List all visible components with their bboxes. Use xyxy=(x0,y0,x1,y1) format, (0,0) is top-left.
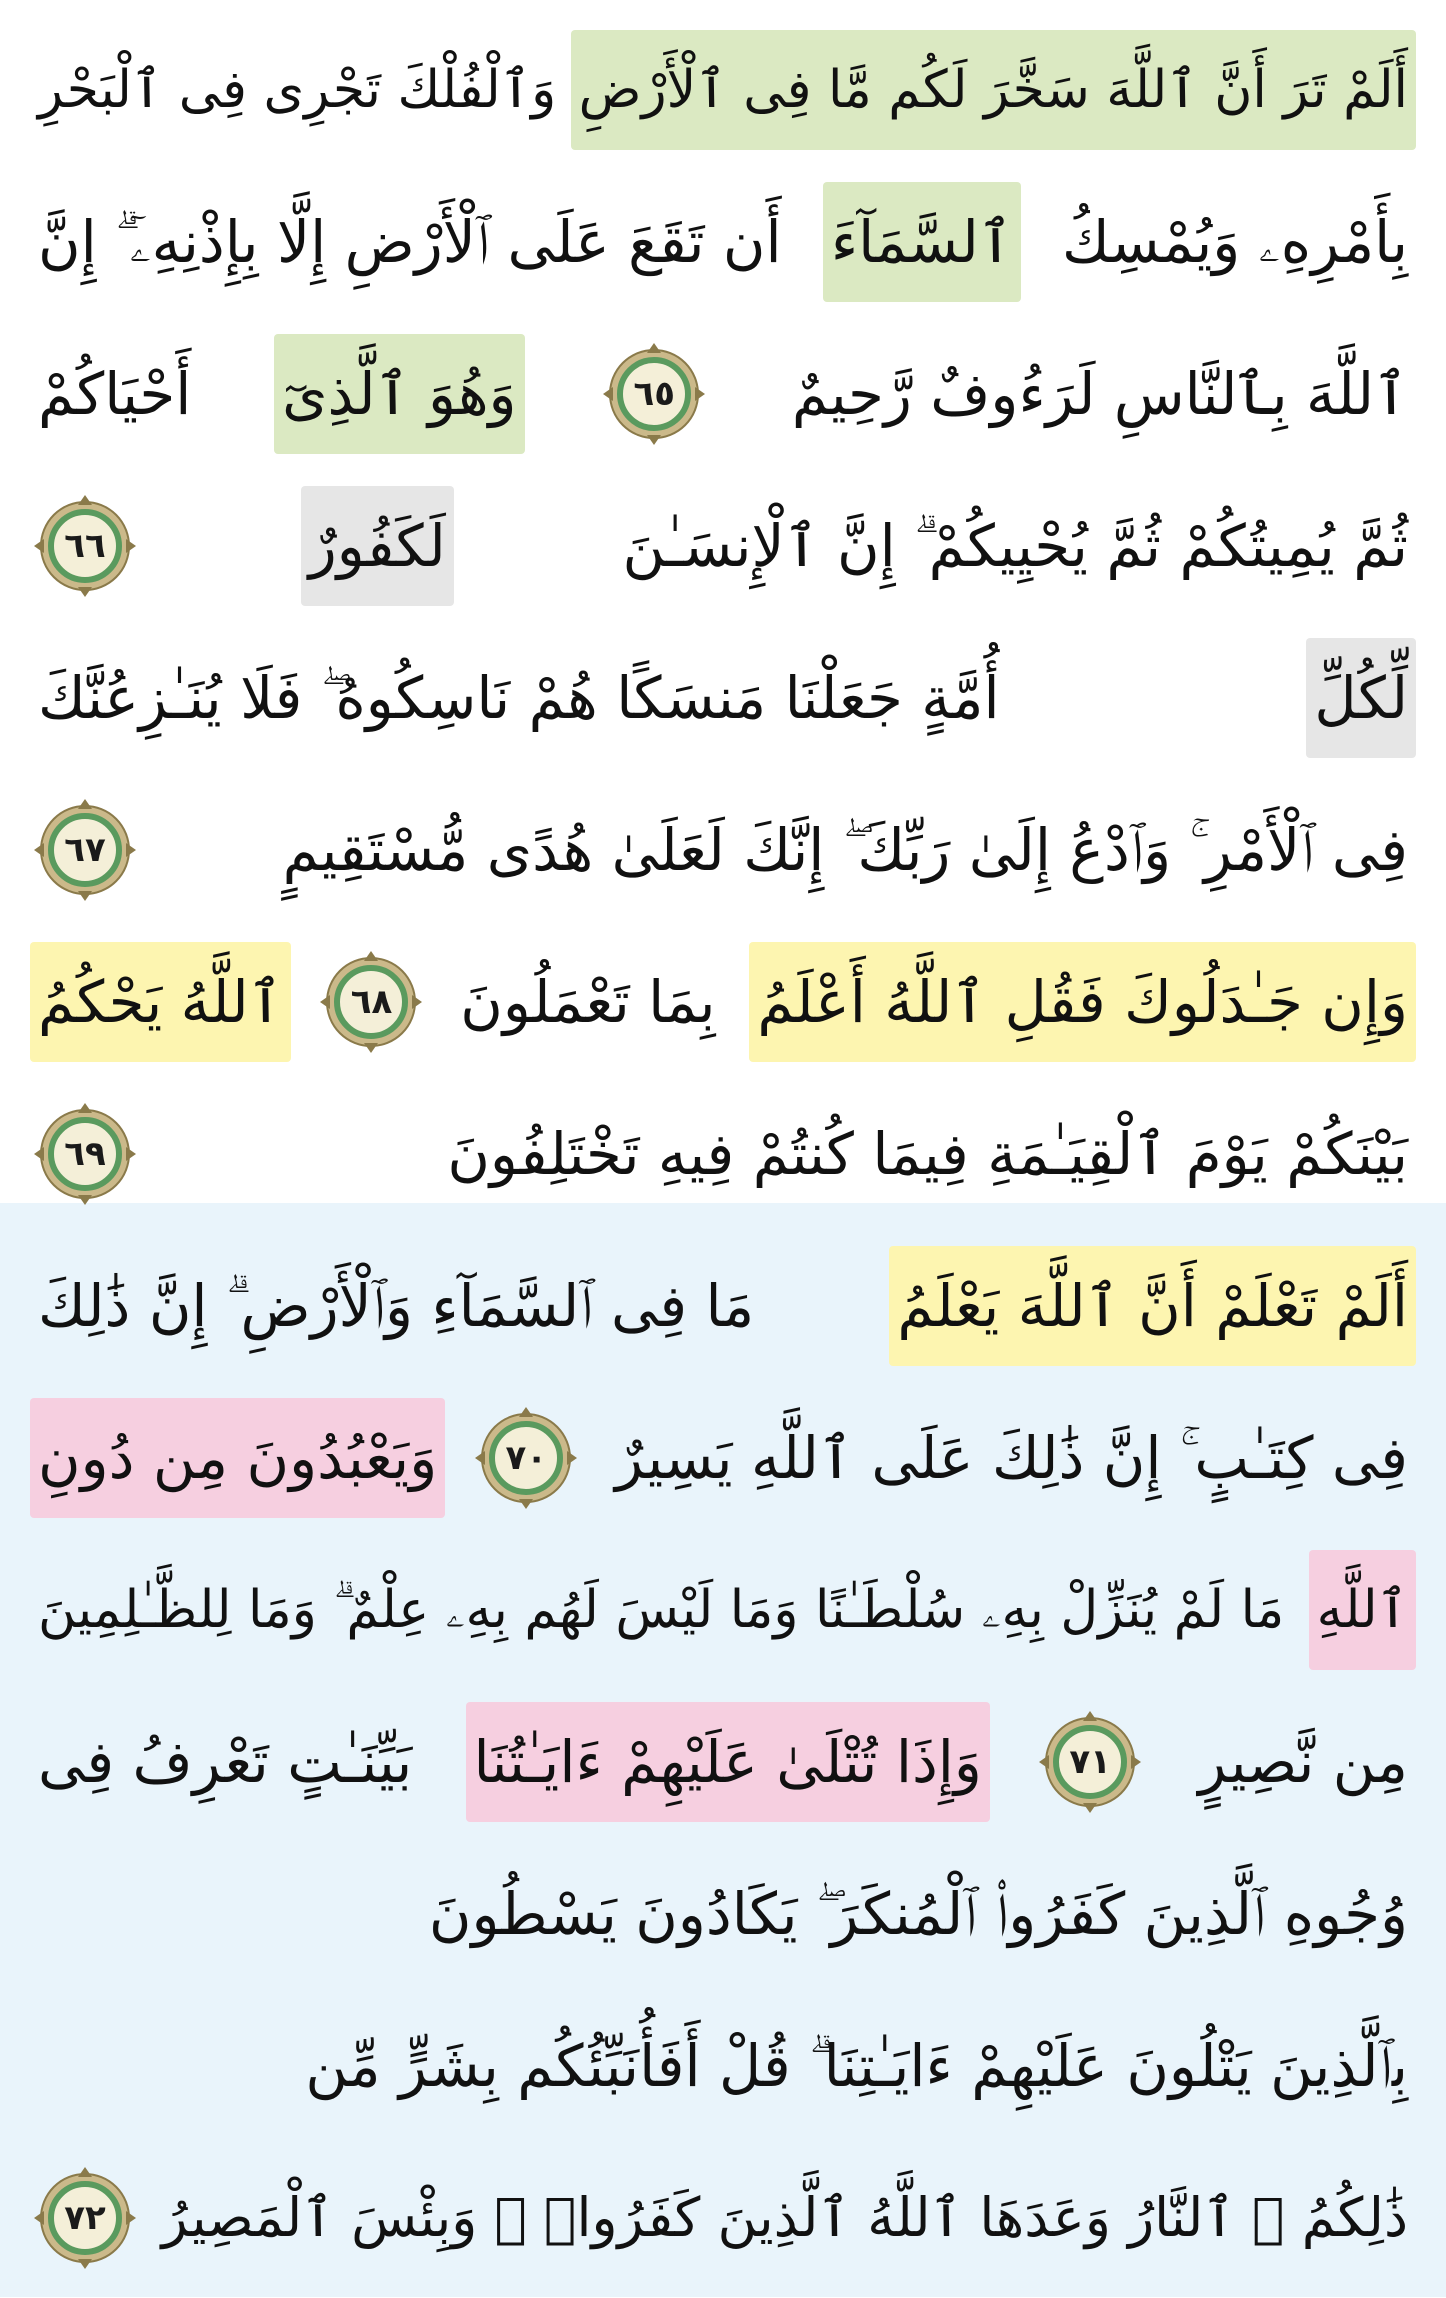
verse-line xyxy=(30,770,1416,930)
ayah-number-marker xyxy=(30,1099,140,1209)
verse-text: أَحْيَاكُمْ xyxy=(38,360,192,428)
ayah-number-marker xyxy=(471,1403,581,1513)
verse-text: وَٱلْفُلْكَ تَجْرِى فِى ٱلْبَحْرِ xyxy=(38,60,557,120)
verse-line xyxy=(30,162,1416,322)
verse-text: بَيْنَكُمْ يَوْمَ ٱلْقِيَـٰمَةِ فِيمَا كُنتُمْ فِيهِ تَخْتَلِفُونَ xyxy=(447,1120,1408,1188)
verse-text: مَا فِى ٱلسَّمَآءِ وَٱلْأَرْضِ ۗ إِنَّ ذَٰلِكَ xyxy=(38,1272,755,1340)
verse-text: ذَٰلِكُمُ ۗ ٱلنَّارُ وَعَدَهَا ٱللَّهُ ٱلَّذِينَ كَفَرُوا۟ ۖ وَبِئْسَ ٱلْمَصِيرُ xyxy=(161,2186,1408,2249)
verse-line xyxy=(30,1226,1416,1386)
verse-line xyxy=(30,2138,1416,2298)
verse-text: مَا لَمْ يُنَزِّلْ بِهِۦ سُلْطَـٰنًا وَمَا لَيْسَ لَهُم بِهِۦ عِلْمٌ ۗ وَمَا لِلظَّـٰلِمِينَ xyxy=(38,1580,1285,1640)
highlighted-verse-text: أَلَمْ تَرَ أَنَّ ٱللَّهَ سَخَّرَ لَكُم مَّا فِى ٱلْأَرْضِ xyxy=(571,30,1416,150)
highlighted-verse-text: وَإِن جَـٰدَلُوكَ فَقُلِ ٱللَّهُ أَعْلَمُ xyxy=(749,942,1416,1062)
verse-text: أُمَّةٍ جَعَلْنَا مَنسَكًا هُمْ نَاسِكُوهُ ۖ فَلَا يُنَـٰزِعُنَّكَ xyxy=(38,664,1000,732)
verse-text: أَن تَقَعَ عَلَى ٱلْأَرْضِ إِلَّا بِإِذْنِهِۦٓ ۗ إِنَّ xyxy=(38,208,782,276)
verse-text: بَيِّنَـٰتٍ تَعْرِفُ فِى xyxy=(38,1728,413,1796)
ayah-number: ٧٠ xyxy=(505,1438,547,1478)
ayah-number: ٦٦ xyxy=(64,526,106,566)
verse-text: فِى ٱلْأَمْرِ ۚ وَٱدْعُ إِلَىٰ رَبِّكَ ۖ إِنَّكَ لَعَلَىٰ هُدًى مُّسْتَقِيمٍ xyxy=(282,816,1408,884)
ayah-number: ٦٩ xyxy=(64,1134,106,1174)
verse-line xyxy=(30,10,1416,170)
verse-text: بِمَا تَعْمَلُونَ xyxy=(460,968,716,1036)
ayah-number: ٦٥ xyxy=(633,374,675,414)
verse-text: فِى كِتَـٰبٍ ۚ إِنَّ ذَٰلِكَ عَلَى ٱللَّهِ يَسِيرٌ xyxy=(615,1424,1408,1492)
ayah-number-marker xyxy=(30,491,140,601)
verse-line xyxy=(30,1378,1416,1538)
verse-line xyxy=(30,618,1416,778)
highlighted-verse-text: وَإِذَا تُتْلَىٰ عَلَيْهِمْ ءَايَـٰتُنَا xyxy=(466,1702,990,1822)
verse-line xyxy=(30,466,1416,626)
verse-text: بِأَمْرِهِۦ وَيُمْسِكُ xyxy=(1061,208,1408,276)
highlighted-verse-text: ٱللَّهِ xyxy=(1309,1550,1416,1670)
ayah-number-marker xyxy=(30,2163,140,2273)
verse-line xyxy=(30,922,1416,1082)
verse-text: ٱللَّهَ بِٱلنَّاسِ لَرَءُوفٌ رَّحِيمٌ xyxy=(791,360,1408,428)
verse-text: بِٱلَّذِينَ يَتْلُونَ عَلَيْهِمْ ءَايَـٰتِنَا ۗ قُلْ أَفَأُنَبِّئُكُم بِشَرٍّ مِّن xyxy=(305,2032,1408,2100)
verse-line xyxy=(30,314,1416,474)
verse-line xyxy=(30,1834,1416,1994)
verse-text: ثُمَّ يُمِيتُكُمْ ثُمَّ يُحْيِيكُمْ ۗ إِنَّ ٱلْإِنسَـٰنَ xyxy=(622,512,1408,580)
verse-line xyxy=(30,1530,1416,1690)
ayah-number-marker xyxy=(1035,1707,1145,1817)
highlighted-verse-text: ٱلسَّمَآءَ xyxy=(823,182,1021,302)
ayah-number: ٧١ xyxy=(1069,1742,1111,1782)
ayah-number-marker xyxy=(316,947,426,1057)
highlighted-verse-text: لَكَفُورٌ xyxy=(301,486,454,606)
highlighted-verse-text: وَهُوَ ٱلَّذِىٓ xyxy=(274,334,525,454)
verse-line xyxy=(30,1986,1416,2146)
ayah-number-marker xyxy=(30,795,140,905)
verse-text: مِن نَّصِيرٍ xyxy=(1198,1728,1408,1796)
highlighted-verse-text: ٱللَّهُ يَحْكُمُ xyxy=(30,942,291,1062)
ayah-number: ٧٢ xyxy=(64,2198,106,2238)
highlighted-verse-text: أَلَمْ تَعْلَمْ أَنَّ ٱللَّهَ يَعْلَمُ xyxy=(889,1246,1416,1366)
verse-text: وُجُوهِ ٱلَّذِينَ كَفَرُوا۟ ٱلْمُنكَرَ ۖ يَكَادُونَ يَسْطُونَ xyxy=(428,1880,1408,1948)
highlighted-verse-text: وَيَعْبُدُونَ مِن دُونِ xyxy=(30,1398,445,1518)
verse-line xyxy=(30,1074,1416,1234)
ayah-number: ٦٨ xyxy=(350,982,393,1022)
ayah-number: ٦٧ xyxy=(64,830,106,870)
highlighted-verse-text: لِّكُلِّ xyxy=(1306,638,1416,758)
ayah-number-marker xyxy=(599,339,709,449)
verse-line xyxy=(30,1682,1416,1842)
